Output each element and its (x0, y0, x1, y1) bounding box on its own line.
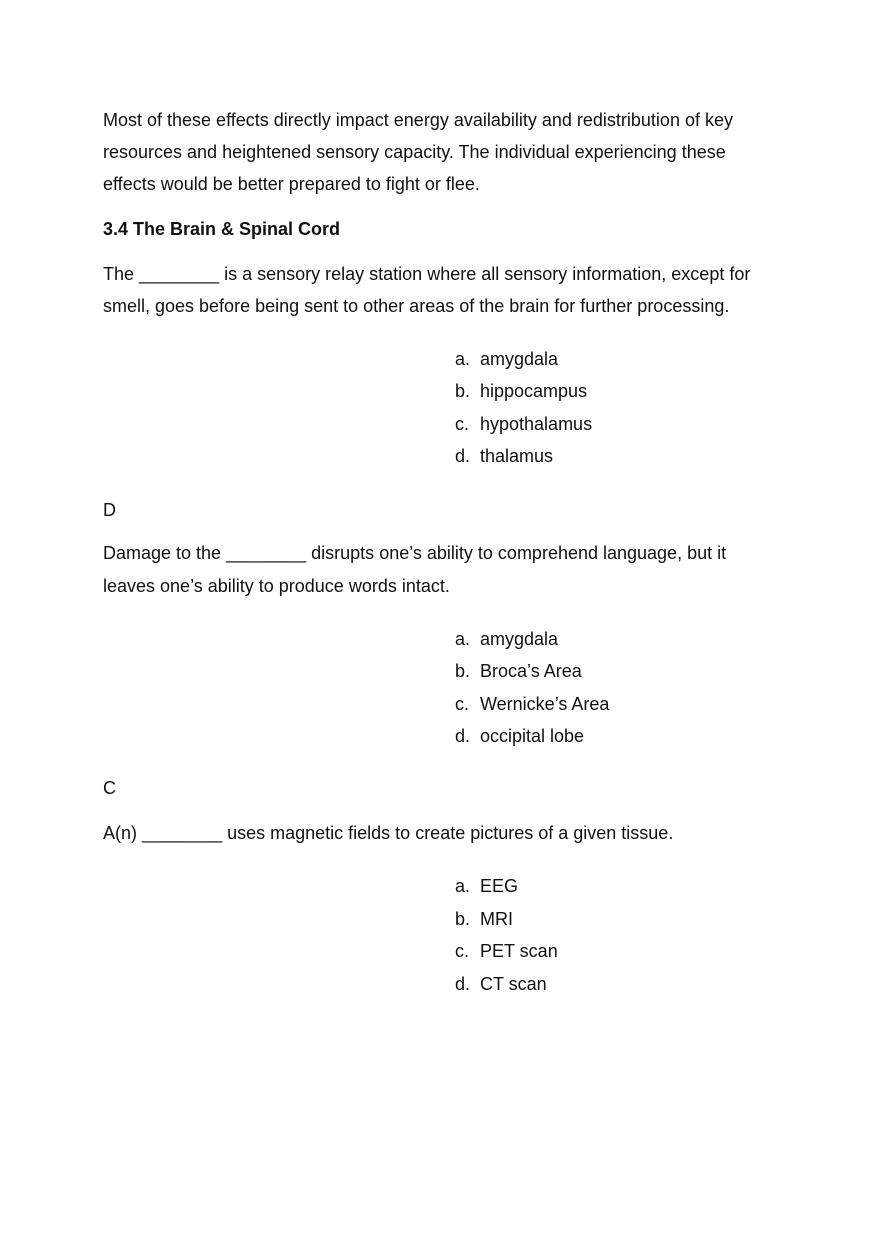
answer: D (103, 500, 116, 520)
option-letter: b. (455, 909, 471, 929)
option-text: occipital lobe (480, 726, 585, 746)
option-text: Wernicke’s Area (480, 694, 610, 714)
option-c (455, 413, 592, 435)
option-b (455, 908, 513, 930)
option-letter: d. (455, 974, 471, 994)
option-text: EEG (480, 876, 519, 896)
option-text: Broca’s Area (480, 661, 582, 681)
option-b (455, 380, 587, 402)
option-d (455, 445, 553, 467)
option-a (455, 628, 558, 650)
option-letter: b. (455, 381, 471, 401)
option-c (455, 693, 609, 715)
option-text: hypothalamus (480, 414, 593, 434)
option-text: MRI (480, 909, 513, 929)
option-text: amygdala (480, 349, 559, 369)
option-a (455, 875, 518, 897)
option-letter: d. (455, 446, 471, 466)
option-a (455, 348, 558, 370)
text-line: effects would be better prepared to fight or flee. (103, 174, 480, 194)
option-text: amygdala (480, 629, 559, 649)
option-letter: a. (455, 629, 471, 649)
answer: C (103, 778, 116, 798)
option-letter: c. (455, 941, 470, 961)
question-text: smell, goes before being sent to other areas of the brain for further processing. (103, 296, 730, 316)
text-line: resources and heightened sensory capacity. The individual experiencing these (103, 142, 726, 162)
option-letter: a. (455, 349, 471, 369)
text-line: Most of these effects directly impact energy availability and redistribution of key (103, 110, 733, 130)
option-text: thalamus (480, 446, 554, 466)
option-d (455, 725, 584, 747)
option-text: hippocampus (480, 381, 588, 401)
option-b (455, 660, 582, 682)
option-text: PET scan (480, 941, 558, 961)
option-letter: a. (455, 876, 471, 896)
question-text: leaves one’s ability to produce words intact. (103, 576, 450, 596)
option-letter: b. (455, 661, 471, 681)
option-letter: c. (455, 414, 470, 434)
question-text: Damage to the ________ disrupts one’s ability to comprehend language, but it (103, 543, 727, 563)
section-heading: 3.4 The Brain & Spinal Cord (103, 219, 341, 239)
option-letter: d. (455, 726, 471, 746)
option-letter: c. (455, 694, 470, 714)
question-text: The ________ is a sensory relay station where all sensory information, except for (103, 264, 751, 284)
question-text: A(n) ________ uses magnetic fields to create pictures of a given tissue. (103, 823, 674, 843)
option-text: CT scan (480, 974, 547, 994)
option-c (455, 940, 558, 962)
option-d (455, 973, 547, 995)
